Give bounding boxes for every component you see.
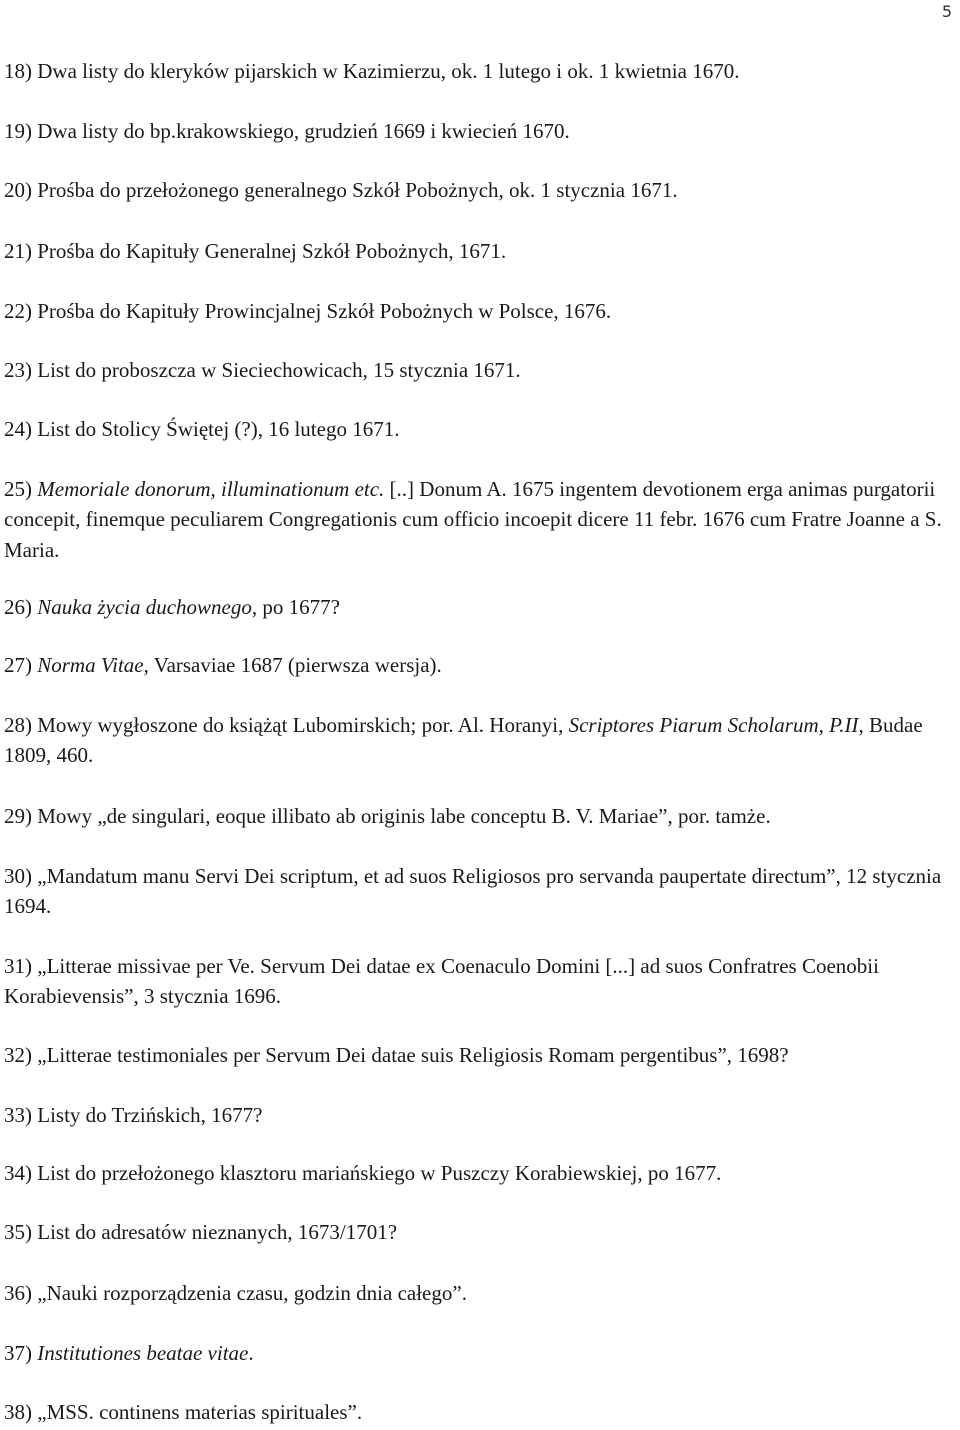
entry-text: 37) — [4, 1341, 38, 1365]
entry-text: 24) List do Stolicy Świętej (?), 16 lutego 1671. — [4, 417, 400, 441]
list-item — [4, 1100, 956, 1130]
entry-text: 28) Mowy wygłoszone do książąt Lubomirskich; por. Al. Horanyi, — [4, 713, 569, 737]
entry-text: 19) Dwa listy do bp.krakowskiego, grudzień 1669 i kwiecień 1670. — [4, 119, 570, 143]
list-item — [4, 1278, 956, 1308]
list-item — [4, 175, 956, 205]
entry-text: 30) „Mandatum manu Servi Dei scriptum, et ad suos Religiosos pro servanda paupertate directum”, 12 stycznia 1694. — [4, 864, 942, 919]
italic-title: Nauka życia duchownego — [37, 595, 252, 619]
list-item — [4, 1040, 956, 1070]
entry-text: , Budae 1809, 460. — [4, 713, 923, 768]
italic-title: Scriptores Piarum Scholarum, P.II — [568, 713, 859, 737]
list-item — [4, 236, 956, 266]
entry-text: 29) Mowy „de singulari, eoque illibato ab originis labe conceptu B. V. Mariae”, por. tamże. — [4, 804, 771, 828]
list-item — [4, 296, 956, 326]
list-item — [4, 1338, 956, 1368]
entry-text: 21) Prośba do Kapituły Generalnej Szkół Pobożnych, 1671. — [4, 239, 507, 263]
list-item — [4, 474, 956, 565]
entry-text: 20) Prośba do przełożonego generalnego Szkół Pobożnych, ok. 1 stycznia 1671. — [4, 178, 678, 202]
entry-text: 35) List do adresatów nieznanych, 1673/1701? — [4, 1220, 398, 1244]
list-item — [4, 710, 956, 771]
entry-text: 25) — [4, 477, 38, 501]
entry-text: [..] Donum A. 1675 ingentem devotionem erga animas purgatorii concepit, finemque peculiarem Congregationis cum officio incoepit dicere 11 febr. 1676 cum Fratre Joanne a S. Maria. — [4, 477, 942, 562]
list-item — [4, 861, 956, 922]
entry-text: 36) „Nauki rozporządzenia czasu, godzin dnia całego”. — [4, 1281, 467, 1305]
italic-title: Memoriale donorum, illuminationum etc. — [37, 477, 385, 501]
list-item — [4, 414, 956, 444]
entry-text: 22) Prośba do Kapituły Prowincjalnej Szkół Pobożnych w Polsce, 1676. — [4, 299, 612, 323]
list-item — [4, 1158, 956, 1188]
entry-text: 38) „MSS. continens materias spirituales”. — [4, 1400, 363, 1424]
italic-title: Institutiones beatae vitae — [37, 1341, 249, 1365]
list-item — [4, 650, 956, 680]
entry-text: 32) „Litterae testimoniales per Servum Dei datae suis Religiosis Romam pergentibus”, 1698? — [4, 1043, 789, 1067]
entry-text: , po 1677? — [251, 595, 340, 619]
entry-text: 33) Listy do Trzińskich, 1677? — [4, 1103, 263, 1127]
list-item — [4, 56, 956, 86]
list-item — [4, 801, 956, 831]
entry-text: . — [248, 1341, 254, 1365]
list-item — [4, 951, 956, 1012]
entry-text: , Varsaviae 1687 (pierwsza wersja). — [143, 653, 442, 677]
entry-text: 31) „Litterae missivae per Ve. Servum Dei datae ex Coenaculo Domini [...] ad suos Confratres Coenobii Korabievensis”, 3 stycznia 1696. — [4, 954, 879, 1009]
italic-title: Norma Vitae — [37, 653, 144, 677]
entry-text: 26) — [4, 595, 38, 619]
entry-text: 23) List do proboszcza w Sieciechowicach, 15 stycznia 1671. — [4, 358, 521, 382]
page-number: 5 — [941, 2, 952, 21]
entry-text: 34) List do przełożonego klasztoru mariańskiego w Puszczy Korabiewskiej, po 1677. — [4, 1161, 722, 1185]
list-item — [4, 1397, 956, 1427]
list-item — [4, 116, 956, 146]
entry-text: 27) — [4, 653, 38, 677]
list-item — [4, 355, 956, 385]
list-item — [4, 592, 956, 622]
entry-text: 18) Dwa listy do kleryków pijarskich w Kazimierzu, ok. 1 lutego i ok. 1 kwietnia 1670. — [4, 59, 740, 83]
list-item — [4, 1217, 956, 1247]
